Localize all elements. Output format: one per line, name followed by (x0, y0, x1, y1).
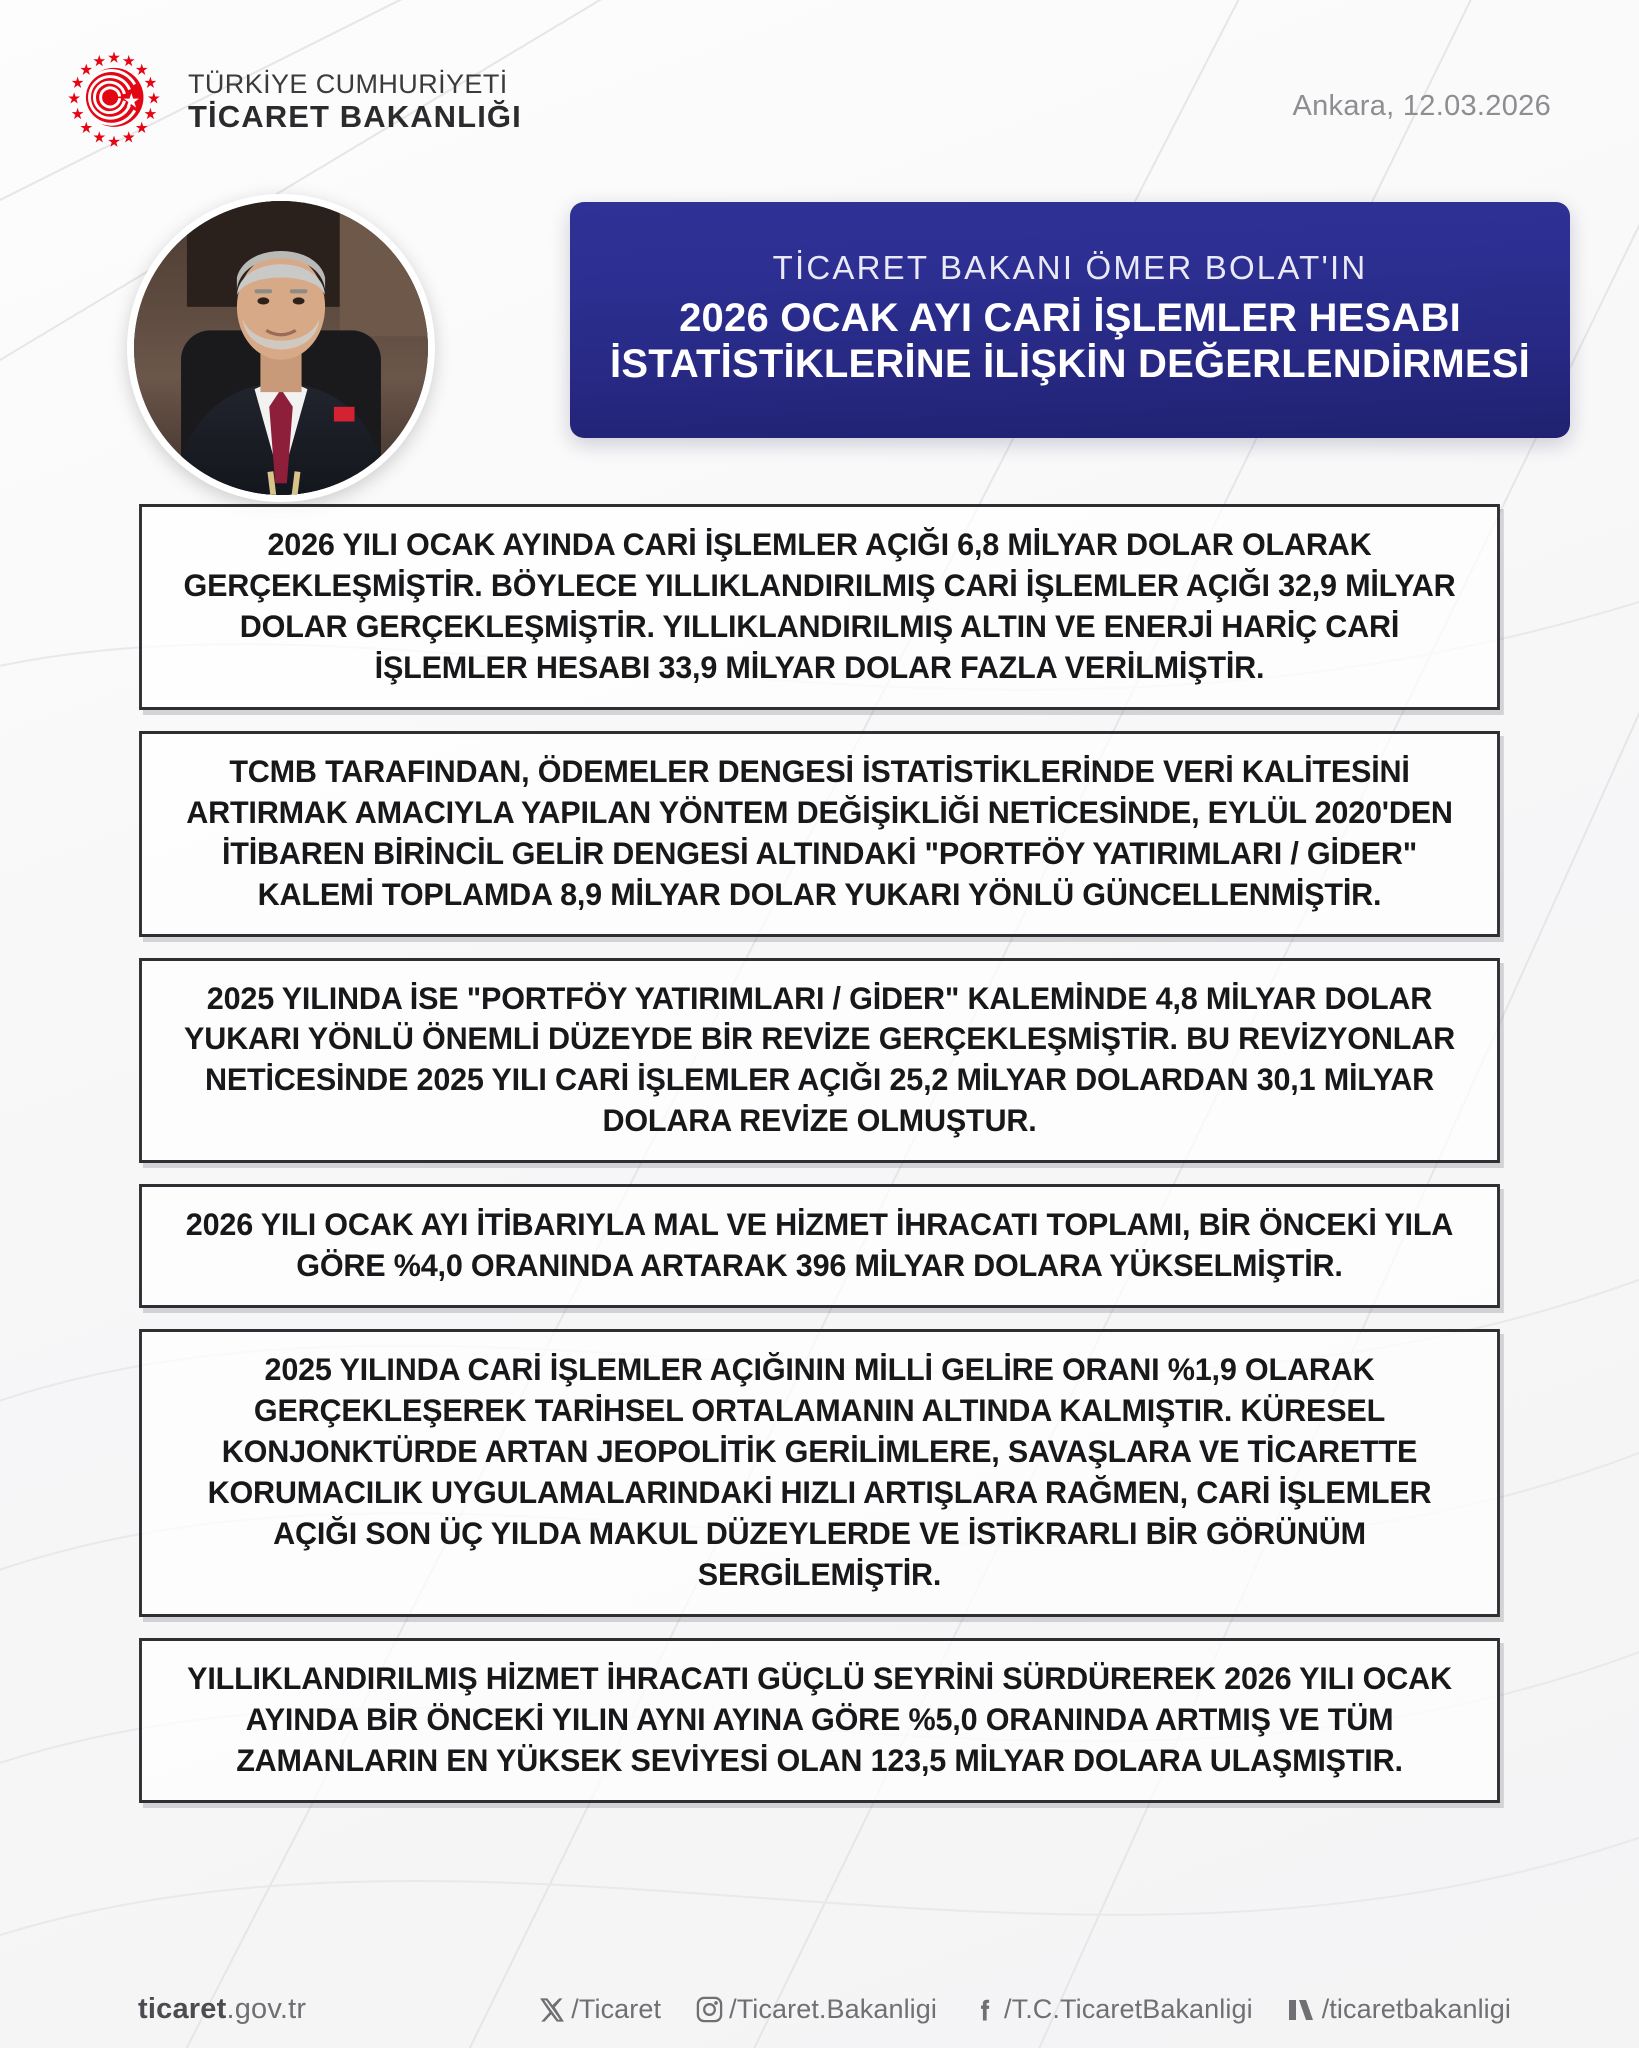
date-stamp: Ankara, 12.03.2026 (1292, 90, 1551, 122)
social-links (538, 1994, 1511, 2025)
x-twitter-icon (538, 1996, 566, 2024)
social-link-instagram[interactable] (695, 1994, 937, 2025)
banner-line-2: 2026 OCAK AYI CARİ İŞLEMLER HESABI (679, 295, 1461, 340)
website-name-rest: .gov.tr (226, 1993, 307, 2025)
minister-portrait (127, 194, 435, 502)
turkish-republic-emblem-icon (62, 48, 166, 152)
statements-list (118, 504, 1521, 1803)
brand-line-1: TÜRKİYE CUMHURİYETİ (188, 69, 508, 100)
social-handle-n: /ticaretbakanligi (1321, 1994, 1511, 2024)
social-link-x[interactable] (538, 1994, 661, 2025)
title-banner (570, 202, 1570, 438)
statement-box: 2025 YILINDA CARİ İŞLEMLER AÇIĞININ MİLLİ GELİRE ORANI %1,9 OLARAK GERÇEKLEŞEREK TARİHSEL ORTALAMANIN ALTINDA KALMIŞTIR. KÜRESEL KONJONKTÜRDE ARTAN JEOPOLİTİK GERİLİMLERE, SAVAŞLARA VE TİCARETTE KORUMACILIK UYGULAMALARINDAKİ HIZLI ARTIŞLARA RAĞMEN, CARİ İŞLEMLER AÇIĞI SON ÜÇ YILDA MAKUL DÜZEYLERDE VE İSTİKRARLI BİR GÖRÜNÜM SERGİLEMİŞTİR. (139, 1329, 1500, 1617)
facebook-icon (971, 1996, 999, 2024)
website-name-bold: ticaret (138, 1993, 227, 2025)
social-link-n[interactable] (1287, 1994, 1511, 2025)
social-link-facebook[interactable] (971, 1994, 1253, 2025)
social-handle-facebook: /T.C.TicaretBakanligi (1004, 1994, 1253, 2024)
instagram-icon (695, 1995, 724, 2024)
statement-box: 2026 YILI OCAK AYINDA CARİ İŞLEMLER AÇIĞI 6,8 MİLYAR DOLAR OLARAK GERÇEKLEŞMİŞTİR. BÖYLECE YILLIKLANDIRILMIŞ CARİ İŞLEMLER AÇIĞI 32,9 MİLYAR DOLAR GERÇEKLEŞMİŞTİR. YILLIKLANDIRILMIŞ ALTIN VE ENERJİ HARİÇ CARİ İŞLEMLER HESABI 33,9 MİLYAR DOLAR FAZLA VERİLMİŞTİR. (139, 504, 1500, 710)
brand-line-2: TİCARET BAKANLIĞI (188, 99, 522, 135)
website-link[interactable] (138, 1993, 306, 2026)
page-header (0, 0, 1639, 170)
banner-line-1: TİCARET BAKANI ÖMER BOLAT'IN (772, 248, 1368, 286)
hero-section (0, 180, 1639, 480)
social-handle-instagram: /Ticaret.Bakanligi (729, 1994, 937, 2024)
brand-text (188, 66, 522, 134)
n-logo-icon (1287, 1996, 1317, 2024)
statement-box: YILLIKLANDIRILMIŞ HİZMET İHRACATI GÜÇLÜ SEYRİNİ SÜRDÜREREK 2026 YILI OCAK AYINDA BİR ÖNCEKİ YILIN AYNI AYINA GÖRE %5,0 ORANINDA ARTMIŞ VE TÜM ZAMANLARIN EN YÜKSEK SEVİYESİ OLAN 123,5 MİLYAR DOLARA ULAŞMIŞTIR. (139, 1638, 1500, 1803)
statement-box: TCMB TARAFINDAN, ÖDEMELER DENGESİ İSTATİSTİKLERİNDE VERİ KALİTESİNİ ARTIRMAK AMACIYLA YAPILAN YÖNTEM DEĞİŞİKLİĞİ NETİCESİNDE, EYLÜL 2020'DEN İTİBAREN BİRİNCİL GELİR DENGESİ ALTINDAKİ "PORTFÖY YATIRIMLARI / GİDER" KALEMİ TOPLAMDA 8,9 MİLYAR DOLAR YUKARI YÖNLÜ GÜNCELLENMİŞTİR. (139, 731, 1500, 937)
minister-portrait-image (134, 201, 428, 495)
banner-line-3: İSTATİSTİKLERİNE İLİŞKİN DEĞERLENDİRMESİ (610, 341, 1530, 386)
page-footer (0, 1993, 1639, 2026)
brand-lockup (62, 48, 522, 152)
social-handle-x: /Ticaret (571, 1994, 662, 2024)
statement-box: 2026 YILI OCAK AYI İTİBARIYLA MAL VE HİZMET İHRACATI TOPLAMI, BİR ÖNCEKİ YILA GÖRE %4,0 ORANINDA ARTARAK 396 MİLYAR DOLARA YÜKSELMİŞTİR. (139, 1184, 1500, 1308)
statement-box: 2025 YILINDA İSE "PORTFÖY YATIRIMLARI / GİDER" KALEMİNDE 4,8 MİLYAR DOLAR YUKARI YÖNLÜ ÖNEMLİ DÜZEYDE BİR REVİZE GERÇEKLEŞMİŞTİR. BU REVİZYONLAR NETİCESİNDE 2025 YILI CARİ İŞLEMLER AÇIĞI 25,2 MİLYAR DOLARDAN 30,1 MİLYAR DOLARA REVİZE OLMUŞTUR. (139, 958, 1500, 1164)
